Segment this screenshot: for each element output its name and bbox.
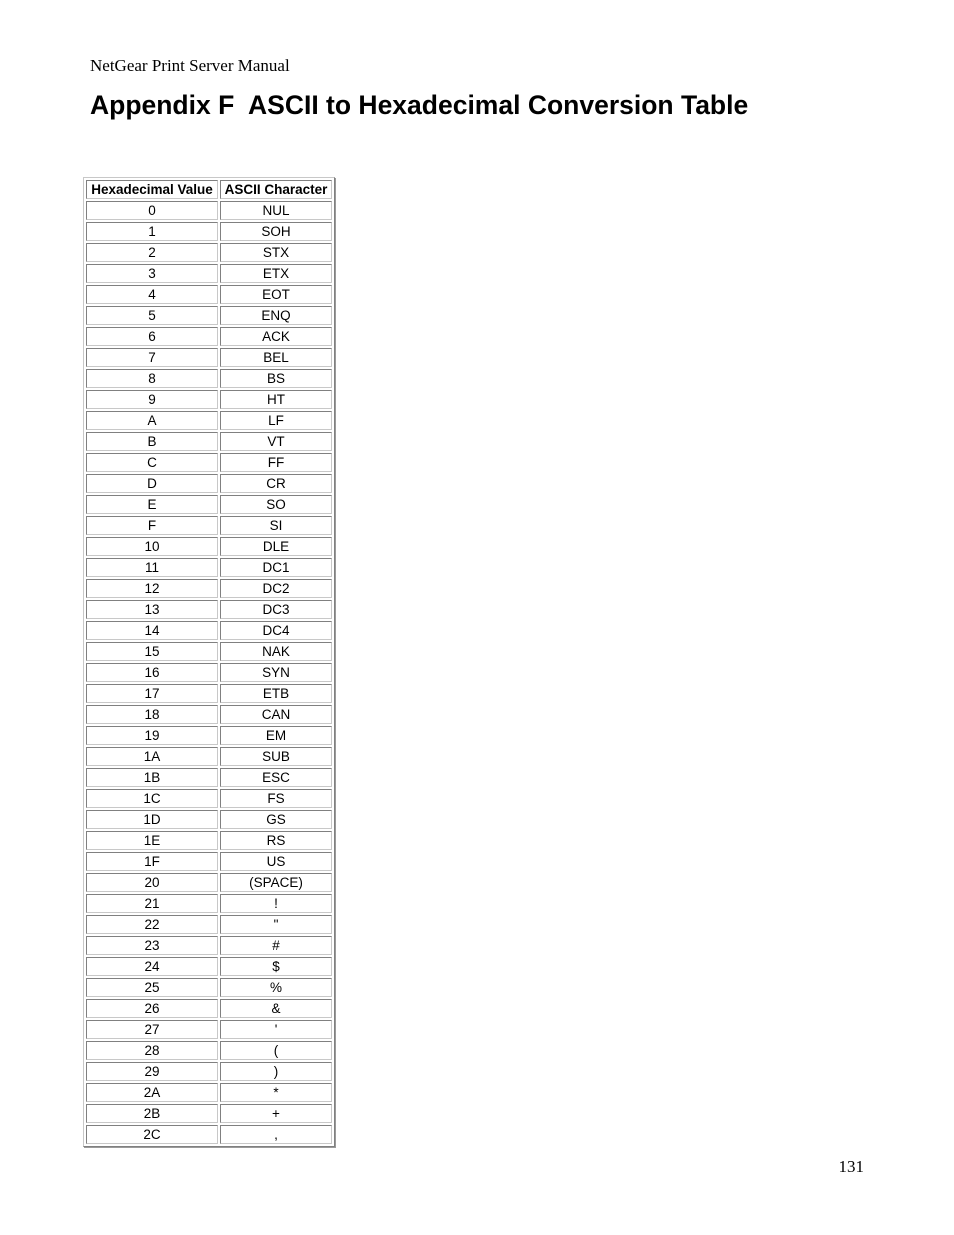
page-number: 131 bbox=[838, 1157, 864, 1176]
table-header-row bbox=[86, 180, 332, 199]
hex-value-cell: 22 bbox=[86, 915, 218, 934]
table-row bbox=[86, 243, 332, 262]
table-row bbox=[86, 1083, 332, 1102]
ascii-character-cell: ETB bbox=[220, 684, 332, 703]
ascii-character-cell: , bbox=[220, 1125, 332, 1144]
ascii-character-cell: ( bbox=[220, 1041, 332, 1060]
hex-value-cell: 2C bbox=[86, 1125, 218, 1144]
table-row bbox=[86, 495, 332, 514]
ascii-character-cell: BS bbox=[220, 369, 332, 388]
hex-value-cell: 19 bbox=[86, 726, 218, 745]
table-row bbox=[86, 978, 332, 997]
ascii-character-cell: ESC bbox=[220, 768, 332, 787]
table-row bbox=[86, 810, 332, 829]
ascii-hex-conversion-table bbox=[83, 177, 335, 1147]
ascii-character-cell: SYN bbox=[220, 663, 332, 682]
ascii-character-cell: NAK bbox=[220, 642, 332, 661]
table-row bbox=[86, 411, 332, 430]
hex-value-cell: 12 bbox=[86, 579, 218, 598]
hex-value-cell: 1E bbox=[86, 831, 218, 850]
hex-value-cell: 29 bbox=[86, 1062, 218, 1081]
table-body bbox=[86, 201, 332, 1144]
table-row bbox=[86, 684, 332, 703]
ascii-character-cell: DC4 bbox=[220, 621, 332, 640]
table-row bbox=[86, 894, 332, 913]
table-row bbox=[86, 432, 332, 451]
table-row bbox=[86, 768, 332, 787]
table-row bbox=[86, 999, 332, 1018]
hex-value-cell: 5 bbox=[86, 306, 218, 325]
hex-value-cell: 2A bbox=[86, 1083, 218, 1102]
ascii-character-cell: SOH bbox=[220, 222, 332, 241]
hex-value-cell: 20 bbox=[86, 873, 218, 892]
ascii-character-cell: CAN bbox=[220, 705, 332, 724]
table-row bbox=[86, 558, 332, 577]
ascii-character-cell: GS bbox=[220, 810, 332, 829]
table-row bbox=[86, 957, 332, 976]
ascii-character-cell: VT bbox=[220, 432, 332, 451]
ascii-character-cell: # bbox=[220, 936, 332, 955]
table-row bbox=[86, 453, 332, 472]
hex-value-cell: 17 bbox=[86, 684, 218, 703]
table-row bbox=[86, 537, 332, 556]
ascii-character-cell: * bbox=[220, 1083, 332, 1102]
running-header: NetGear Print Server Manual bbox=[90, 56, 290, 75]
hex-value-cell: 9 bbox=[86, 390, 218, 409]
hex-value-cell: 11 bbox=[86, 558, 218, 577]
ascii-character-cell: SO bbox=[220, 495, 332, 514]
table-row bbox=[86, 621, 332, 640]
ascii-character-cell: ' bbox=[220, 1020, 332, 1039]
ascii-character-cell: " bbox=[220, 915, 332, 934]
hex-value-cell: E bbox=[86, 495, 218, 514]
ascii-character-cell: FF bbox=[220, 453, 332, 472]
ascii-character-cell: CR bbox=[220, 474, 332, 493]
hex-value-cell: 1D bbox=[86, 810, 218, 829]
hex-value-cell: 27 bbox=[86, 1020, 218, 1039]
hex-value-cell: 16 bbox=[86, 663, 218, 682]
hex-value-cell: 25 bbox=[86, 978, 218, 997]
ascii-character-cell: ! bbox=[220, 894, 332, 913]
ascii-character-cell: US bbox=[220, 852, 332, 871]
hex-value-cell: 26 bbox=[86, 999, 218, 1018]
hex-value-cell: 18 bbox=[86, 705, 218, 724]
table-row bbox=[86, 600, 332, 619]
ascii-character-cell: + bbox=[220, 1104, 332, 1123]
ascii-character-cell: % bbox=[220, 978, 332, 997]
hex-value-cell: 8 bbox=[86, 369, 218, 388]
ascii-character-cell: FS bbox=[220, 789, 332, 808]
column-header-ascii-character: ASCII Character bbox=[220, 180, 332, 199]
table-row bbox=[86, 579, 332, 598]
table-row bbox=[86, 1062, 332, 1081]
ascii-character-cell: EM bbox=[220, 726, 332, 745]
table-row bbox=[86, 306, 332, 325]
column-header-hexadecimal-value: Hexadecimal Value bbox=[86, 180, 218, 199]
table-row bbox=[86, 264, 332, 283]
ascii-character-cell: RS bbox=[220, 831, 332, 850]
hex-value-cell: 13 bbox=[86, 600, 218, 619]
hex-value-cell: 23 bbox=[86, 936, 218, 955]
hex-value-cell: 2B bbox=[86, 1104, 218, 1123]
table-row bbox=[86, 663, 332, 682]
hex-value-cell: 1C bbox=[86, 789, 218, 808]
ascii-character-cell: ACK bbox=[220, 327, 332, 346]
hex-value-cell: F bbox=[86, 516, 218, 535]
table-row bbox=[86, 327, 332, 346]
hex-value-cell: 7 bbox=[86, 348, 218, 367]
table-row bbox=[86, 1041, 332, 1060]
ascii-character-cell: STX bbox=[220, 243, 332, 262]
hex-value-cell: 24 bbox=[86, 957, 218, 976]
hex-value-cell: B bbox=[86, 432, 218, 451]
hex-value-cell: 14 bbox=[86, 621, 218, 640]
table-row bbox=[86, 747, 332, 766]
table-row bbox=[86, 915, 332, 934]
hex-value-cell: 10 bbox=[86, 537, 218, 556]
table-row bbox=[86, 348, 332, 367]
hex-value-cell: D bbox=[86, 474, 218, 493]
table-row bbox=[86, 873, 332, 892]
ascii-character-cell: LF bbox=[220, 411, 332, 430]
hex-value-cell: 0 bbox=[86, 201, 218, 220]
table-row bbox=[86, 1125, 332, 1144]
ascii-character-cell: (SPACE) bbox=[220, 873, 332, 892]
ascii-character-cell: $ bbox=[220, 957, 332, 976]
table-row bbox=[86, 369, 332, 388]
ascii-character-cell: SI bbox=[220, 516, 332, 535]
table-row bbox=[86, 201, 332, 220]
table-row bbox=[86, 705, 332, 724]
conversion-table-container bbox=[83, 177, 335, 1147]
hex-value-cell: 3 bbox=[86, 264, 218, 283]
table-row bbox=[86, 642, 332, 661]
ascii-character-cell: HT bbox=[220, 390, 332, 409]
ascii-character-cell: DC2 bbox=[220, 579, 332, 598]
ascii-character-cell: & bbox=[220, 999, 332, 1018]
table-row bbox=[86, 1104, 332, 1123]
table-row bbox=[86, 726, 332, 745]
table-row bbox=[86, 474, 332, 493]
table-row bbox=[86, 516, 332, 535]
ascii-character-cell: DC1 bbox=[220, 558, 332, 577]
hex-value-cell: A bbox=[86, 411, 218, 430]
hex-value-cell: 4 bbox=[86, 285, 218, 304]
hex-value-cell: 28 bbox=[86, 1041, 218, 1060]
table-row bbox=[86, 831, 332, 850]
ascii-character-cell: ETX bbox=[220, 264, 332, 283]
hex-value-cell: 1B bbox=[86, 768, 218, 787]
ascii-character-cell: SUB bbox=[220, 747, 332, 766]
ascii-character-cell: NUL bbox=[220, 201, 332, 220]
table-row bbox=[86, 390, 332, 409]
hex-value-cell: 1 bbox=[86, 222, 218, 241]
ascii-character-cell: DC3 bbox=[220, 600, 332, 619]
ascii-character-cell: DLE bbox=[220, 537, 332, 556]
hex-value-cell: 1A bbox=[86, 747, 218, 766]
hex-value-cell: 2 bbox=[86, 243, 218, 262]
ascii-character-cell: EOT bbox=[220, 285, 332, 304]
page-title: Appendix F ASCII to Hexadecimal Conversion Table bbox=[90, 90, 749, 120]
hex-value-cell: C bbox=[86, 453, 218, 472]
hex-value-cell: 6 bbox=[86, 327, 218, 346]
table-row bbox=[86, 222, 332, 241]
hex-value-cell: 15 bbox=[86, 642, 218, 661]
hex-value-cell: 21 bbox=[86, 894, 218, 913]
table-row bbox=[86, 936, 332, 955]
ascii-character-cell: ENQ bbox=[220, 306, 332, 325]
table-row bbox=[86, 852, 332, 871]
ascii-character-cell: ) bbox=[220, 1062, 332, 1081]
hex-value-cell: 1F bbox=[86, 852, 218, 871]
ascii-character-cell: BEL bbox=[220, 348, 332, 367]
table-row bbox=[86, 1020, 332, 1039]
table-row bbox=[86, 285, 332, 304]
table-row bbox=[86, 789, 332, 808]
